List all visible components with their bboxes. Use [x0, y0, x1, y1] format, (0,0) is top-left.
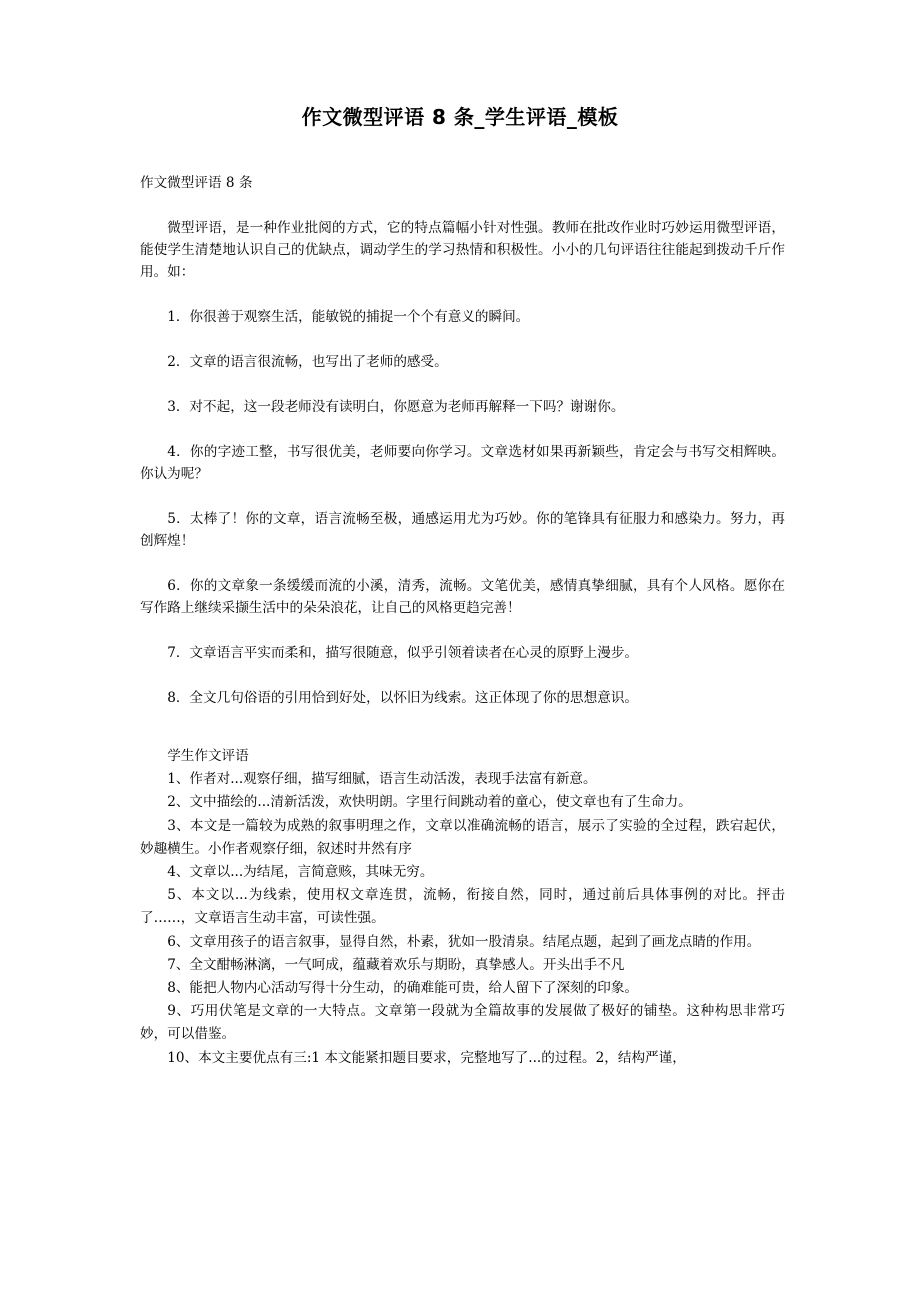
student-comment-item: 3、本文是一篇较为成熟的叙事明理之作，文章以准确流畅的语言，展示了实验的全过程，跌宕起伏，妙趣横生。小作者观察仔细，叙述时井然有序 — [140, 817, 785, 857]
micro-comment-item: 5．太棒了！你的文章，语言流畅至极，通感运用尤为巧妙。你的笔锋具有征服力和感染力。努力，再创辉煌！ — [140, 511, 785, 549]
student-comment-item: 1、作者对...观察仔细，描写细腻，语言生动活泼，表现手法富有新意。 — [167, 771, 597, 788]
micro-comment-item: 2．文章的语言很流畅，也写出了老师的感受。 — [167, 354, 448, 370]
micro-comment-item: 3．对不起，这一段老师没有读明白，你愿意为老师再解释一下吗？谢谢你。 — [167, 399, 625, 415]
intro-paragraph: 微型评语，是一种作业批阅的方式，它的特点篇幅小针对性强。教师在批改作业时巧妙运用微型评语，能使学生清楚地认识自己的优缺点，调动学生的学习热情和积极性。小小的几句评语往往能起到拨动千斤作用。如： — [140, 220, 785, 280]
document-title: 作文微型评语 8 条_学生评语_模板 — [301, 105, 619, 129]
student-comment-item: 9、巧用伏笔是文章的一大特点。文章第一段就为全篇故事的发展做了极好的铺垫。这种构思非常巧妙，可以借鉴。 — [140, 1003, 785, 1043]
student-comment-item: 7、全文酣畅淋漓，一气呵成，蕴藏着欢乐与期盼，真挚感人。开头出手不凡 — [167, 956, 625, 973]
student-comment-item: 6、文章用孩子的语言叙事，显得自然，朴素，犹如一股清泉。结尾点题，起到了画龙点睛的作用。 — [167, 933, 761, 950]
micro-comment-item: 1．你很善于观察生活，能敏锐的捕捉一个个有意义的瞬间。 — [167, 309, 530, 325]
section-heading-student-comments: 学生作文评语 — [167, 748, 249, 764]
student-comment-item: 2、文中描绘的...清新活泼，欢快明朗。字里行间跳动着的童心，使文章也有了生命力。 — [167, 794, 692, 811]
student-comment-item: 10、本文主要优点有三:1 本文能紧扣题目要求，完整地写了...的过程。2，结构严谨， — [167, 1049, 686, 1066]
micro-comment-item: 8．全文几句俗语的引用恰到好处，以怀旧为线索。这正体现了你的思想意识。 — [167, 690, 639, 706]
student-comment-item: 5、本文以...为线索，使用权文章连贯，流畅，衔接自然，同时，通过前后具体事例的对比。抨击了……，文章语言生动丰富，可读性强。 — [140, 887, 785, 927]
micro-comment-item: 6．你的文章象一条缓缓而流的小溪，清秀，流畅。文笔优美，感情真挚细腻，具有个人风格。愿你在写作路上继续采撷生活中的朵朵浪花，让自己的风格更趋完善！ — [140, 578, 785, 616]
student-comment-item: 4、文章以...为结尾，言简意赅，其味无穷。 — [167, 864, 434, 881]
micro-comment-item: 7．文章语言平实而柔和，描写很随意，似乎引领着读者在心灵的原野上漫步。 — [167, 645, 639, 661]
micro-comment-item: 4．你的字迹工整，书写很优美，老师要向你学习。文章选材如果再新颖些，肯定会与书写交相辉映。你认为呢？ — [140, 444, 785, 482]
section-heading-micro-comments: 作文微型评语 8 条 — [140, 175, 253, 191]
student-comment-item: 8、能把人物内心活动写得十分生动，的确难能可贵，给人留下了深刻的印象。 — [167, 980, 639, 997]
document-body — [140, 172, 785, 1070]
